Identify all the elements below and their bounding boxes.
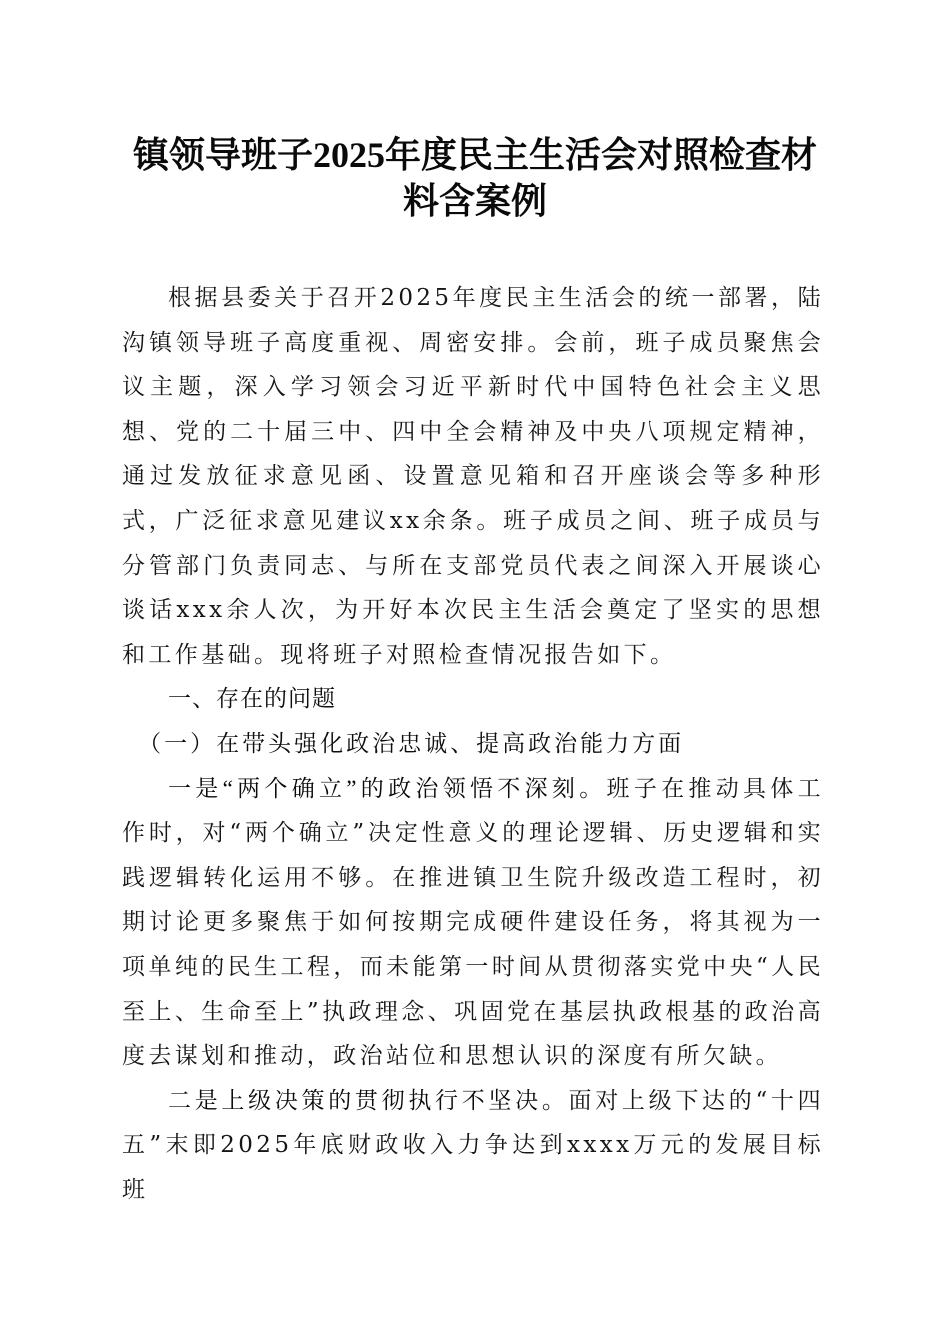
point-1-text: 班子在推动具体工作时，对“两个确立”决定性意义的理论逻辑、历史逻辑和实践逻辑转化运用不够。在推进镇卫生院升级改造工程时，初期讨论更多聚焦于如何按期完成硬件建设任务，将其视为一项单纯的民生工程，而未能第一时间从贯彻落实党中央“人民至上、生命至上”执政理念、巩固党在基层执政根基的政治高度去谋划和推动，政治站位和思想认识的深度有所欠缺。 [122,775,825,1070]
point-1-lead: 一是“两个确立”的政治领悟不深刻。 [168,775,607,801]
point-2-paragraph [122,1079,824,1213]
document-title [110,132,840,224]
section-heading: 一、存在的问题 [168,686,336,713]
point-2-text: 面对上级下达的“十四五”末即2025年底财政收入力争达到xxxx万元的发展目标班 [122,1087,825,1203]
intro-paragraph: 根据县委关于召开2025年度民主生活会的统一部署，陆沟镇领导班子高度重视、周密安排。会前，班子成员聚焦会议主题，深入学习领会习近平新时代中国特色社会主义思想、党的二十届三中、四中全会精神及中央八项规定精神，通过发放征求意见函、设置意见箱和召开座谈会等多种形式，广泛征求意见建议xx余条。班子成员之间、班子成员与分管部门负责同志、与所在支部党员代表之间深入开展谈心谈话xxx余人次，为开好本次民主生活会奠定了坚实的思想和工作基础。现将班子对照检查情况报告如下。 [122,285,824,668]
title-line-1: 镇领导班子2025年度民主生活会对照检查材 [132,135,817,175]
document-body [122,276,824,1212]
point-1-paragraph [122,767,824,1079]
subsection-heading: （一）在带头强化政治忠诚、提高政治能力方面 [138,730,685,756]
point-2-lead: 二是上级决策的贯彻执行不坚决。 [168,1087,569,1113]
title-line-2: 料含案例 [402,181,547,221]
